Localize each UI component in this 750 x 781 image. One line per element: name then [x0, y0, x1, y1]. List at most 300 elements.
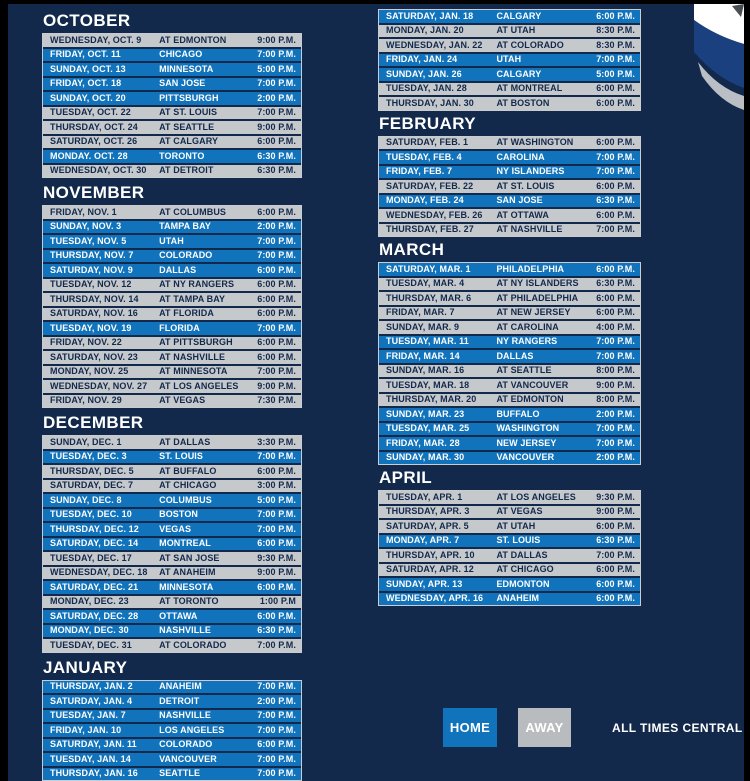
game-opponent: AT LOS ANGELES — [159, 380, 239, 391]
game-row — [379, 564, 640, 577]
game-opponent: SAN JOSE — [159, 78, 206, 89]
schedule-table — [42, 435, 302, 653]
game-time: 9:00 P.M. — [596, 379, 635, 390]
game-date: THURSDAY, FEB. 27 — [386, 224, 474, 235]
game-opponent: SEATTLE — [159, 768, 201, 779]
game-row — [379, 97, 640, 110]
game-row — [43, 63, 301, 76]
game-time: 6:00 P.M. — [596, 209, 635, 220]
game-time: 6:00 P.M. — [257, 337, 296, 348]
game-date: THURSDAY, OCT. 24 — [50, 121, 138, 132]
game-row — [43, 235, 301, 248]
game-row — [43, 121, 301, 134]
game-time: 6:00 P.M. — [596, 180, 635, 191]
game-date: TUESDAY, JAN. 7 — [50, 710, 126, 721]
game-row — [379, 549, 640, 562]
game-opponent: CHICAGO — [159, 49, 203, 60]
month-section-november — [42, 183, 302, 408]
month-section-october — [42, 11, 302, 178]
game-date: FRIDAY, MAR. 7 — [386, 307, 455, 318]
game-row — [379, 292, 640, 305]
game-date: SUNDAY, MAR. 23 — [386, 408, 465, 419]
game-opponent: AT NY ISLANDERS — [496, 278, 579, 289]
game-opponent: TORONTO — [159, 150, 205, 161]
game-time: 6:30 P.M. — [596, 535, 635, 546]
game-opponent: ST. LOUIS — [159, 451, 203, 462]
game-row — [43, 538, 301, 551]
game-time: 6:00 P.M. — [257, 136, 296, 147]
game-time: 6:30 P.M. — [596, 278, 635, 289]
game-time: 6:00 P.M. — [596, 292, 635, 303]
game-time: 6:00 P.M. — [257, 293, 296, 304]
game-row — [379, 263, 640, 276]
game-time: 1:00 P.M — [259, 596, 296, 607]
game-date: THURSDAY, APR. 3 — [386, 506, 470, 517]
game-opponent: BUFFALO — [496, 408, 540, 419]
game-opponent: AT MONTREAL — [496, 83, 563, 94]
game-row — [43, 322, 301, 335]
game-time: 2:00 P.M. — [596, 452, 635, 463]
game-time: 6:00 P.M. — [257, 308, 296, 319]
game-date: MONDAY. OCT. 28 — [50, 150, 128, 161]
game-opponent: AT BUFFALO — [159, 465, 217, 476]
month-title: APRIL — [379, 468, 432, 487]
game-time: 6:00 P.M. — [257, 610, 296, 621]
game-time: 4:00 P.M. — [596, 321, 635, 332]
game-date: FRIDAY, JAN. 24 — [386, 54, 458, 65]
game-opponent: COLUMBUS — [159, 494, 212, 505]
game-row — [43, 523, 301, 536]
game-time: 6:00 P.M. — [596, 263, 635, 274]
game-time: 7:00 P.M. — [257, 523, 296, 534]
game-time: 6:00 P.M. — [596, 83, 635, 94]
game-date: TUESDAY, NOV. 12 — [50, 279, 132, 290]
game-date: SUNDAY, DEC. 8 — [50, 494, 122, 505]
game-time: 7:00 P.M. — [257, 509, 296, 520]
game-opponent: VEGAS — [159, 523, 192, 534]
game-opponent: CAROLINA — [496, 151, 545, 162]
game-date: TUESDAY, MAR. 4 — [386, 278, 465, 289]
game-date: WEDNESDAY, DEC. 18 — [50, 567, 148, 578]
game-date: SUNDAY, DEC. 1 — [50, 436, 122, 447]
game-date: FRIDAY, NOV. 29 — [50, 395, 122, 406]
game-row — [379, 506, 640, 519]
game-opponent: AT EDMONTON — [159, 34, 227, 45]
game-time: 7:00 P.M. — [257, 724, 296, 735]
schedule-table — [378, 136, 641, 238]
game-row — [379, 166, 640, 179]
game-row — [379, 209, 640, 222]
game-opponent: OTTAWA — [159, 610, 198, 621]
game-row — [379, 491, 640, 504]
game-opponent: AT TORONTO — [159, 596, 219, 607]
game-time: 2:00 P.M. — [596, 408, 635, 419]
game-time: 6:30 P.M. — [257, 150, 296, 161]
game-date: TUESDAY, FEB. 4 — [386, 151, 462, 162]
legend-away-swatch — [518, 708, 571, 747]
game-time: 6:00 P.M. — [596, 97, 635, 108]
game-time: 8:00 P.M. — [596, 365, 635, 376]
game-opponent: AT WASHINGTON — [496, 137, 574, 148]
game-date: THURSDAY, JAN. 16 — [50, 768, 138, 779]
game-row — [43, 596, 301, 609]
game-date: SUNDAY, MAR. 16 — [386, 365, 465, 376]
game-time: 6:00 P.M. — [257, 206, 296, 217]
game-date: FRIDAY, NOV. 1 — [50, 206, 117, 217]
game-date: SUNDAY, MAR. 30 — [386, 452, 465, 463]
game-row — [43, 49, 301, 62]
game-row — [379, 278, 640, 291]
game-time: 7:00 P.M. — [257, 753, 296, 764]
game-date: THURSDAY, DEC. 12 — [50, 523, 139, 534]
game-opponent: AT NASHVILLE — [496, 224, 563, 235]
game-time: 6:00 P.M. — [596, 307, 635, 318]
game-time: 5:00 P.M. — [596, 68, 635, 79]
game-row — [379, 10, 640, 23]
game-row — [43, 480, 301, 493]
game-opponent: AT TAMPA BAY — [159, 293, 226, 304]
game-row — [43, 136, 301, 149]
game-time: 6:00 P.M. — [596, 10, 635, 21]
legend-home-swatch — [443, 708, 497, 747]
game-date: TUESDAY, DEC. 3 — [50, 451, 127, 462]
game-date: FRIDAY, MAR. 28 — [386, 437, 460, 448]
month-title: FEBRUARY — [379, 113, 477, 133]
month-section-january — [42, 658, 302, 781]
schedule-table — [378, 9, 641, 111]
game-row — [379, 68, 640, 81]
game-date: THURSDAY, APR. 10 — [386, 549, 475, 560]
game-time: 7:30 P.M. — [257, 395, 296, 406]
month-title: DECEMBER — [43, 413, 144, 432]
game-date: TUESDAY, JAN. 28 — [386, 83, 467, 94]
month-title: NOVEMBER — [43, 183, 145, 202]
game-time: 9:00 P.M. — [596, 506, 635, 517]
game-time: 2:00 P.M. — [257, 221, 296, 232]
game-opponent: AT DETROIT — [159, 165, 214, 176]
game-date: WEDNESDAY, OCT. 9 — [50, 34, 142, 45]
schedule-table — [42, 680, 302, 781]
month-section-february — [378, 114, 641, 238]
game-date: SUNDAY, JAN. 26 — [386, 68, 462, 79]
game-time: 7:00 P.M. — [257, 768, 296, 779]
game-time: 6:00 P.M. — [257, 264, 296, 275]
game-row — [379, 350, 640, 363]
game-time: 7:00 P.M. — [257, 78, 296, 89]
game-opponent: AT LOS ANGELES — [496, 491, 576, 502]
game-time: 7:00 P.M. — [596, 336, 635, 347]
schedule-page — [8, 4, 744, 781]
game-date: THURSDAY, DEC. 5 — [50, 465, 134, 476]
game-time: 6:00 P.M. — [257, 279, 296, 290]
game-time: 6:00 P.M. — [257, 581, 296, 592]
left-column — [42, 4, 302, 781]
game-row — [43, 552, 301, 565]
game-row — [379, 180, 640, 193]
game-opponent: AT DALLAS — [159, 436, 211, 447]
game-opponent: PHILADELPHIA — [496, 263, 565, 274]
game-time: 3:30 P.M. — [257, 436, 296, 447]
game-row — [43, 380, 301, 393]
game-opponent: ST. LOUIS — [496, 535, 541, 546]
game-row — [43, 724, 301, 737]
game-opponent: AT MINNESOTA — [159, 366, 228, 377]
game-opponent: UTAH — [159, 235, 184, 246]
game-date: SUNDAY, MAR. 9 — [386, 321, 460, 332]
game-row — [379, 39, 640, 52]
game-time: 6:00 P.M. — [257, 351, 296, 362]
game-row — [43, 78, 301, 91]
game-time: 6:00 P.M. — [596, 593, 635, 604]
game-row — [43, 436, 301, 449]
game-row — [43, 494, 301, 507]
game-date: SATURDAY, DEC. 28 — [50, 610, 139, 621]
game-time: 7:00 P.M. — [257, 710, 296, 721]
game-date: FRIDAY, NOV. 22 — [50, 337, 122, 348]
game-opponent: NY RANGERS — [496, 336, 558, 347]
game-time: 8:00 P.M. — [596, 394, 635, 405]
game-date: SATURDAY, JAN. 11 — [50, 739, 137, 750]
game-row — [379, 365, 640, 378]
game-date: FRIDAY, OCT. 18 — [50, 78, 122, 89]
game-time: 3:00 P.M. — [257, 480, 296, 491]
game-opponent: LOS ANGELES — [159, 724, 225, 735]
game-opponent: CALGARY — [496, 68, 542, 79]
game-opponent: AT SEATTLE — [159, 121, 215, 132]
game-row — [43, 567, 301, 580]
game-time: 6:00 P.M. — [596, 578, 635, 589]
right-column — [378, 4, 641, 609]
game-row — [43, 639, 301, 652]
game-row — [43, 206, 301, 219]
game-date: SATURDAY, JAN. 4 — [50, 695, 133, 706]
game-date: FRIDAY, MAR. 14 — [386, 350, 460, 361]
month-section-december — [42, 413, 302, 653]
schedule-table — [378, 490, 641, 606]
month-section-january-continued — [378, 9, 641, 111]
game-date: THURSDAY, JAN. 2 — [50, 681, 133, 692]
game-date: TUESDAY, NOV. 19 — [50, 322, 132, 333]
game-row — [43, 451, 301, 464]
game-time: 9:00 P.M. — [257, 121, 296, 132]
game-date: WEDNESDAY, NOV. 27 — [50, 380, 148, 391]
game-opponent: MONTREAL — [159, 538, 211, 549]
game-opponent: AT UTAH — [496, 25, 536, 36]
game-date: TUESDAY, JAN. 14 — [50, 753, 131, 764]
game-row — [43, 739, 301, 752]
game-row — [379, 408, 640, 421]
game-time: 9:30 P.M. — [596, 491, 635, 502]
game-date: SATURDAY, NOV. 23 — [50, 351, 138, 362]
game-date: SATURDAY, OCT. 26 — [50, 136, 138, 147]
month-title: MARCH — [379, 240, 445, 259]
schedule-table — [42, 33, 302, 178]
game-opponent: AT VEGAS — [496, 506, 543, 517]
game-opponent: SAN JOSE — [496, 195, 543, 206]
game-date: WEDNESDAY, FEB. 26 — [386, 209, 483, 220]
game-opponent: UTAH — [496, 54, 522, 65]
month-title: JANUARY — [43, 657, 128, 677]
game-time: 9:00 P.M. — [257, 380, 296, 391]
game-row — [379, 137, 640, 150]
game-opponent: AT CAROLINA — [496, 321, 559, 332]
game-row — [43, 221, 301, 234]
game-date: SATURDAY, NOV. 9 — [50, 264, 133, 275]
game-row — [43, 610, 301, 623]
game-row — [43, 581, 301, 594]
game-opponent: DALLAS — [496, 350, 534, 361]
game-date: TUESDAY, DEC. 17 — [50, 552, 132, 563]
game-opponent: AT VANCOUVER — [496, 379, 569, 390]
game-opponent: AT BOSTON — [496, 97, 550, 108]
game-opponent: NASHVILLE — [159, 710, 211, 721]
month-section-april — [378, 468, 641, 606]
game-time: 7:00 P.M. — [257, 322, 296, 333]
game-date: SATURDAY, MAR. 1 — [386, 263, 471, 274]
month-title: OCTOBER — [43, 11, 131, 30]
game-opponent: BOSTON — [159, 509, 199, 520]
game-opponent: PITTSBURGH — [159, 92, 219, 103]
game-date: SATURDAY, FEB. 22 — [386, 180, 474, 191]
game-opponent: MINNESOTA — [159, 63, 214, 74]
game-date: MONDAY, NOV. 25 — [50, 366, 129, 377]
game-row — [379, 336, 640, 349]
legend-home-label: HOME — [449, 720, 491, 735]
game-time: 6:00 P.M. — [257, 538, 296, 549]
game-opponent: AT SAN JOSE — [159, 552, 220, 563]
legend-away-label: AWAY — [525, 720, 564, 735]
game-opponent: MINNESOTA — [159, 581, 214, 592]
game-opponent: FLORIDA — [159, 322, 200, 333]
game-opponent: AT ST. LOUIS — [496, 180, 555, 191]
game-row — [43, 681, 301, 694]
game-opponent: AT CALGARY — [159, 136, 219, 147]
game-row — [43, 165, 301, 178]
game-opponent: TAMPA BAY — [159, 221, 211, 232]
game-date: SATURDAY, DEC. 21 — [50, 581, 139, 592]
game-time: 6:00 P.M. — [257, 739, 296, 750]
game-date: THURSDAY, JAN. 30 — [386, 97, 474, 108]
game-row — [43, 150, 301, 163]
game-row — [379, 54, 640, 67]
game-date: WEDNESDAY, JAN. 22 — [386, 39, 483, 50]
game-row — [379, 83, 640, 96]
game-row — [43, 710, 301, 723]
game-opponent: AT UTAH — [496, 520, 536, 531]
month-section-march — [378, 240, 641, 465]
game-opponent: VANCOUVER — [496, 452, 555, 463]
game-opponent: AT COLORADO — [496, 39, 564, 50]
game-date: TUESDAY, DEC. 10 — [50, 509, 132, 520]
game-opponent: ANAHEIM — [496, 593, 540, 604]
game-date: THURSDAY, MAR. 6 — [386, 292, 472, 303]
game-row — [43, 279, 301, 292]
game-row — [379, 437, 640, 450]
game-date: TUESDAY, MAR. 11 — [386, 336, 469, 347]
game-date: SUNDAY, OCT. 13 — [50, 63, 126, 74]
game-opponent: NASHVILLE — [159, 625, 211, 636]
game-opponent: AT PITTSBURGH — [159, 337, 233, 348]
game-opponent: AT NY RANGERS — [159, 279, 235, 290]
game-date: SATURDAY, APR. 12 — [386, 564, 474, 575]
game-time: 6:30 P.M. — [596, 195, 635, 206]
game-opponent: DETROIT — [159, 695, 200, 706]
game-opponent: AT NEW JERSEY — [496, 307, 571, 318]
game-time: 6:00 P.M. — [596, 564, 635, 575]
game-opponent: AT COLUMBUS — [159, 206, 227, 217]
game-row — [43, 308, 301, 321]
game-opponent: CALGARY — [496, 10, 542, 21]
game-date: THURSDAY, NOV. 7 — [50, 250, 134, 261]
game-time: 5:00 P.M. — [257, 494, 296, 505]
game-time: 7:00 P.M. — [257, 235, 296, 246]
game-date: SUNDAY, OCT. 20 — [50, 92, 126, 103]
game-date: MONDAY, FEB. 24 — [386, 195, 464, 206]
game-row — [43, 34, 301, 47]
game-opponent: DALLAS — [159, 264, 197, 275]
game-row — [43, 509, 301, 522]
game-opponent: AT DALLAS — [496, 549, 548, 560]
game-time: 7:00 P.M. — [596, 549, 635, 560]
game-time: 7:00 P.M. — [596, 437, 635, 448]
game-time: 7:00 P.M. — [257, 639, 296, 650]
game-time: 8:30 P.M. — [596, 25, 635, 36]
game-row — [43, 293, 301, 306]
game-opponent: AT SEATTLE — [496, 365, 552, 376]
game-row — [43, 753, 301, 766]
game-time: 5:00 P.M. — [257, 63, 296, 74]
game-row — [43, 768, 301, 781]
game-time: 7:00 P.M. — [257, 107, 296, 118]
game-date: TUESDAY, APR. 1 — [386, 491, 463, 502]
game-time: 2:00 P.M. — [257, 92, 296, 103]
game-opponent: COLORADO — [159, 739, 213, 750]
game-date: SATURDAY, NOV. 16 — [50, 308, 138, 319]
game-row — [379, 593, 640, 606]
game-date: SATURDAY, DEC. 14 — [50, 538, 139, 549]
game-time: 7:00 P.M. — [596, 224, 635, 235]
game-date: TUESDAY, MAR. 18 — [386, 379, 470, 390]
game-row — [379, 394, 640, 407]
game-time: 7:00 P.M. — [596, 151, 635, 162]
game-time: 9:00 P.M. — [257, 567, 296, 578]
game-opponent: AT EDMONTON — [496, 394, 564, 405]
game-opponent: AT ST. LOUIS — [159, 107, 218, 118]
game-row — [379, 151, 640, 164]
game-time: 6:00 P.M. — [596, 137, 635, 148]
game-opponent: AT VEGAS — [159, 395, 206, 406]
game-row — [43, 625, 301, 638]
game-opponent: WASHINGTON — [496, 423, 560, 434]
game-time: 7:00 P.M. — [257, 49, 296, 60]
game-date: SUNDAY, APR. 13 — [386, 578, 463, 589]
game-row — [379, 224, 640, 237]
game-opponent: NEW JERSEY — [496, 437, 557, 448]
game-date: TUESDAY, DEC. 31 — [50, 639, 132, 650]
game-opponent: ANAHEIM — [159, 681, 202, 692]
game-row — [43, 695, 301, 708]
game-date: FRIDAY, OCT. 11 — [50, 49, 121, 60]
game-time: 7:00 P.M. — [257, 366, 296, 377]
game-date: SUNDAY, NOV. 3 — [50, 221, 122, 232]
game-opponent: AT CHICAGO — [496, 564, 554, 575]
game-row — [43, 250, 301, 263]
game-time: 2:00 P.M. — [257, 695, 296, 706]
game-date: WEDNESDAY, APR. 16 — [386, 593, 484, 604]
game-date: MONDAY, DEC. 23 — [50, 596, 129, 607]
game-date: SATURDAY, FEB. 1 — [386, 137, 469, 148]
game-row — [379, 379, 640, 392]
